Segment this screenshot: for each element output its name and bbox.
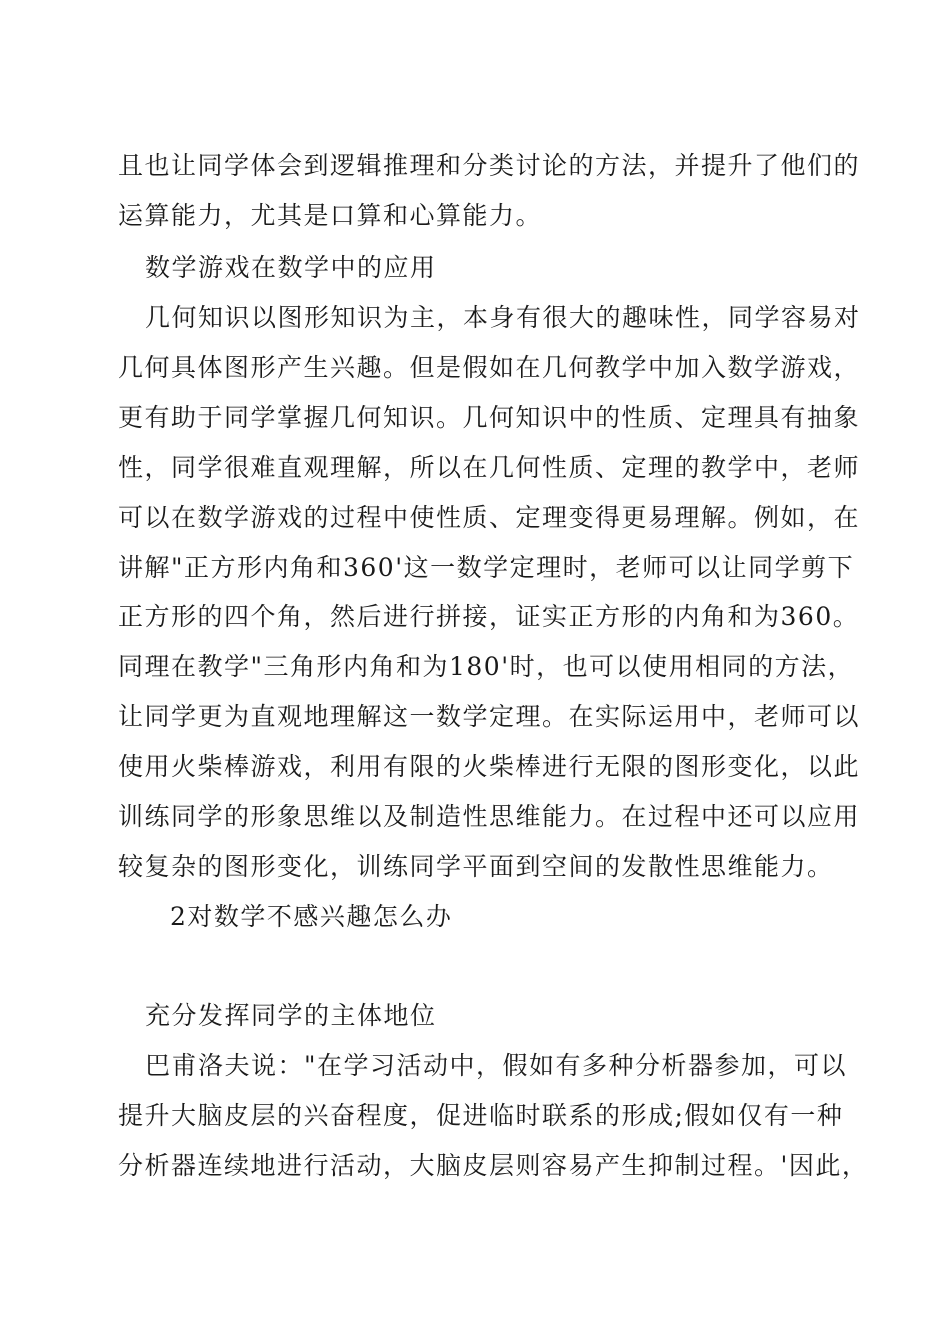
paragraph-line: 且也让同学体会到逻辑推理和分类讨论的方法，并提升了他们的	[118, 151, 861, 180]
paragraph-line: 正方形的四个角，然后进行拼接，证实正方形的内角和为360。	[118, 602, 860, 631]
paragraph-line: 同理在教学"三角形内角和为180'时，也可以使用相同的方法，	[118, 652, 855, 681]
section-heading: 2对数学不感兴趣怎么办	[170, 902, 453, 931]
paragraph-line: 训练同学的形象思维以及制造性思维能力。在过程中还可以应用	[118, 802, 861, 831]
paragraph-line: 较复杂的图形变化，训练同学平面到空间的发散性思维能力。	[118, 852, 834, 881]
paragraph-line: 几何具体图形产生兴趣。但是假如在几何教学中加入数学游戏，	[118, 353, 861, 382]
paragraph-line: 让同学更为直观地理解这一数学定理。在实际运用中，老师可以	[118, 702, 861, 731]
paragraph-line: 使用火柴棒游戏，利用有限的火柴棒进行无限的图形变化，以此	[118, 752, 861, 781]
paragraph-line: 讲解"正方形内角和360'这一数学定理时，老师可以让同学剪下	[118, 553, 855, 582]
paragraph-line: 巴甫洛夫说："在学习活动中，假如有多种分析器参加，可以	[145, 1051, 848, 1080]
paragraph-line: 运算能力，尤其是口算和心算能力。	[118, 201, 543, 230]
section-heading: 充分发挥同学的主体地位	[145, 1001, 437, 1030]
paragraph-line: 可以在数学游戏的过程中使性质、定理变得更易理解。例如，在	[118, 503, 861, 532]
paragraph-line: 性，同学很难直观理解，所以在几何性质、定理的教学中，老师	[118, 453, 861, 482]
paragraph-line: 分析器连续地进行活动，大脑皮层则容易产生抑制过程。'因此，	[118, 1151, 869, 1180]
paragraph-line: 更有助于同学掌握几何知识。几何知识中的性质、定理具有抽象	[118, 403, 861, 432]
paragraph-line: 提升大脑皮层的兴奋程度，促进临时联系的形成;假如仅有一种	[118, 1101, 844, 1130]
paragraph-line: 几何知识以图形知识为主，本身有很大的趣味性，同学容易对	[145, 303, 861, 332]
section-heading: 数学游戏在数学中的应用	[145, 253, 437, 282]
